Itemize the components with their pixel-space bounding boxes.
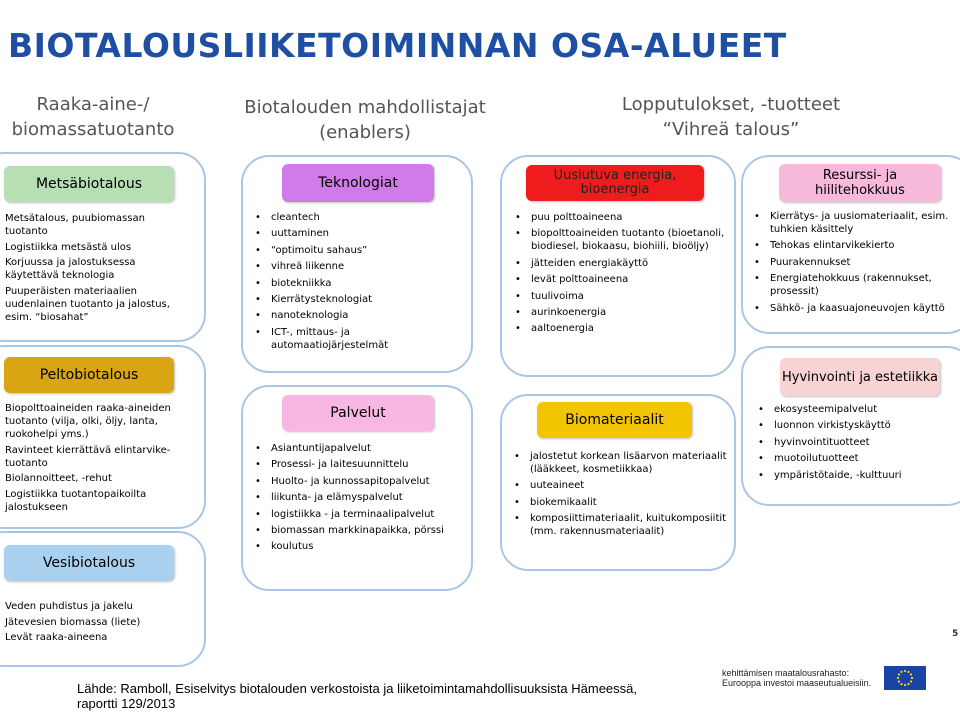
list-item: • muotoilutuotteet: [756, 452, 952, 465]
list-item: Levät raaka-aineena: [5, 632, 108, 643]
list-item: • cleantech: [253, 211, 458, 224]
list-item: • biotekniikka: [253, 277, 458, 290]
label-teknologiat: Teknologiat: [282, 164, 434, 202]
list-item: • Kierrätys- ja uusiomateriaalit, esim. tuhkien käsittely: [752, 210, 952, 236]
list-item: Jätevesien biomassa (liete): [5, 616, 141, 628]
list-item: • Energiatehokkuus (rakennukset, prosessit): [752, 272, 952, 298]
list-item: • biopolttoaineiden tuotanto (bioetanoli, biodiesel, biokaasu, biohiili, bioöljy): [513, 227, 727, 253]
list-item: Puuperäisten materiaalien uudenlainen tuotanto ja jalostus, esim. “biosahat”: [5, 285, 170, 323]
column-heading-enablers: [220, 95, 510, 145]
list-item: • tuulivoima: [513, 290, 727, 303]
column-heading-raw-material: [0, 92, 186, 142]
list-item: Biolannoitteet, -rehut: [5, 473, 112, 484]
eu-funding-line: kehittämisen maatalousrahasto:: [722, 668, 850, 678]
list-hyvinvointi-estetiikka: [756, 403, 952, 485]
column-heading-line: (enablers): [319, 122, 411, 143]
list-item: • jalostetut korkean lisäarvon materiaalit (lääkkeet, kosmetiikkaa): [512, 450, 728, 476]
list-item: • nanoteknologia: [253, 309, 458, 322]
list-item: Logistiikka metsästä ulos: [5, 241, 132, 253]
page-title: BIOTALOUSLIIKETOIMINNAN OSA-ALUEET: [8, 26, 787, 65]
list-item: • jätteiden energiakäyttö: [513, 257, 727, 270]
list-item: • Prosessi- ja laitesuunnittelu: [253, 458, 465, 471]
list-item: • hyvinvointituotteet: [756, 436, 952, 449]
label-palvelut: Palvelut: [282, 395, 434, 431]
list-item: • Sähkö- ja kaasuajoneuvojen käyttö: [752, 302, 952, 315]
label-biomateriaalit: Biomateriaalit: [537, 402, 692, 438]
list-item: • ympäristötaide, -kulttuuri: [756, 469, 952, 482]
column-heading-line: Raaka-aine-/: [36, 94, 150, 115]
column-heading-results: [596, 92, 866, 142]
list-item: • aurinkoenergia: [513, 306, 727, 319]
list-biomateriaalit: [512, 450, 728, 542]
list-item: • uuteaineet: [512, 479, 728, 492]
list-item: • ICT-, mittaus- ja automaatiojärjestelmät: [253, 326, 458, 352]
list-item: Metsätalous, puubiomassan tuotanto: [5, 213, 145, 237]
list-item: • Huolto- ja kunnossapitopalvelut: [253, 475, 465, 488]
label-hyvinvointi-estetiikka: Hyvinvointi ja estetiikka: [780, 358, 940, 396]
list-item: • koulutus: [253, 540, 465, 553]
label-peltobiotalous: Peltobiotalous: [4, 357, 174, 393]
list-item: • biomassan markkinapaikka, pörssi: [253, 524, 465, 537]
list-item: Veden puhdistus ja jakelu: [5, 601, 133, 612]
list-item: • biokemikaalit: [512, 496, 728, 509]
page-number: 5: [952, 629, 959, 639]
list-item: • liikunta- ja elämyspalvelut: [253, 491, 465, 504]
list-item: • levät polttoaineena: [513, 273, 727, 286]
source-citation: Lähde: Ramboll, Esiselvitys biotalouden verkostoista ja liiketoimintamahdollisuuksista Hämeessä, raportti 129/2013: [77, 681, 637, 711]
list-item: Ravinteet kierrättävä elintarvike-tuotanto: [5, 444, 171, 469]
list-item: • komposiittimateriaalit, kuitukomposiitit (mm. rakennusmateriaalit): [512, 512, 728, 538]
list-item: • puu polttoaineena: [513, 211, 727, 224]
list-item: • uuttaminen: [253, 227, 458, 240]
list-item: • Asiantuntijapalvelut: [253, 442, 465, 455]
list-uusiutuva-energia: [513, 211, 727, 339]
label-uusiutuva-energia: Uusiutuva energia, bioenergia: [526, 165, 704, 201]
column-heading-line: “Vihreä talous”: [662, 119, 800, 140]
list-item: • vihreä liikenne: [253, 260, 458, 273]
column-heading-line: Lopputulokset, -tuotteet: [621, 94, 841, 115]
list-item: • Puurakennukset: [752, 256, 952, 269]
list-item: • Kierrätysteknologiat: [253, 293, 458, 306]
list-item: • luonnon virkistyskäyttö: [756, 419, 952, 432]
eu-flag-icon: [884, 666, 926, 690]
list-item: • “optimoitu sahaus”: [253, 244, 458, 257]
list-peltobiotalous: [5, 402, 187, 516]
list-palvelut: [253, 442, 465, 557]
list-metsabiotalous: [5, 212, 190, 326]
list-teknologiat: [253, 211, 458, 355]
label-resurssi-hiilitehokkuus: Resurssi- ja hiilitehokkuus: [779, 164, 941, 202]
eu-funding-line: Eurooppa investoi maaseutualueisiin.: [722, 678, 872, 688]
list-item: Biopolttoaineiden raaka-aineiden tuotanto (vilja, olki, öljy, lanta, ruokohelpi yms.): [5, 403, 171, 440]
list-item: Logistiikka tuotantopaikoilta jalostukseen: [5, 488, 147, 513]
column-heading-line: Biotalouden mahdollistajat: [244, 97, 486, 118]
list-resurssi-hiilitehokkuus: [752, 210, 952, 318]
list-item: • aaltoenergia: [513, 322, 727, 335]
eu-funding-text: [722, 668, 871, 688]
label-vesibiotalous: Vesibiotalous: [4, 545, 174, 581]
column-heading-line: biomassatuotanto: [11, 119, 175, 140]
label-metsabiotalous: Metsäbiotalous: [4, 166, 174, 202]
list-vesibiotalous: [5, 600, 190, 647]
list-item: • logistiikka - ja terminaalipalvelut: [253, 508, 465, 521]
list-item: • ekosysteemipalvelut: [756, 403, 952, 416]
list-item: • Tehokas elintarvikekierto: [752, 239, 952, 252]
list-item: Korjuussa ja jalostuksessa käytettävä teknologia: [5, 257, 136, 281]
